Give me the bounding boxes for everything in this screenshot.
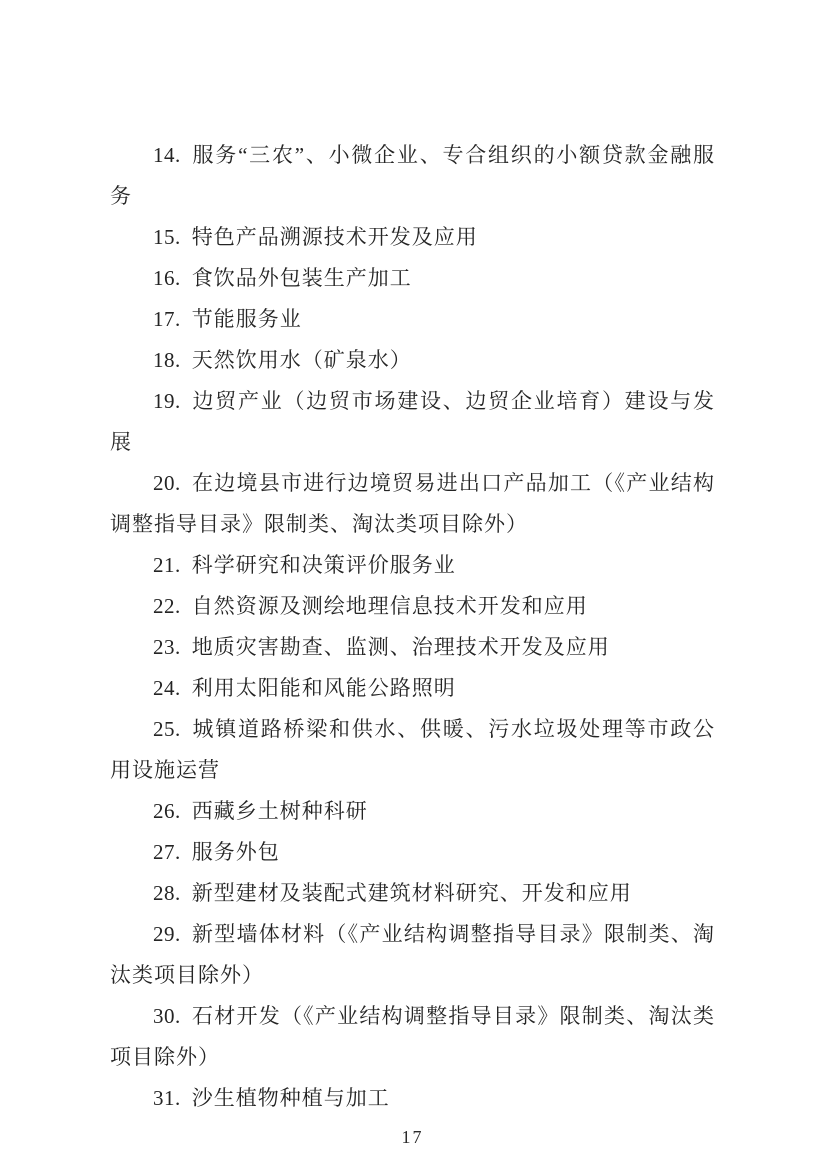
item-text: 边贸产业（边贸市场建设、边贸企业培育）建设与发展 [110,389,715,454]
item-text: 利用太阳能和风能公路照明 [191,676,456,700]
item-text: 新型墙体材料（《产业结构调整指导目录》限制类、淘汰类项目除外） [110,922,715,987]
list-item [110,791,715,832]
item-number: 19. [153,389,181,413]
item-number: 29. [153,922,181,946]
list-item [110,832,715,873]
item-text: 食饮品外包装生产加工 [191,266,412,290]
list-item [110,381,715,463]
item-number: 18. [153,348,181,372]
item-number: 15. [153,225,181,249]
item-text: 服务外包 [191,840,280,864]
item-number: 31. [153,1086,181,1110]
item-text: 自然资源及测绘地理信息技术开发和应用 [191,594,588,618]
item-text: 在边境县市进行边境贸易进出口产品加工（《产业结构调整指导目录》限制类、淘汰类项目除外） [110,471,715,536]
item-text: 节能服务业 [191,307,302,331]
list-item [110,299,715,340]
list-item [110,545,715,586]
item-text: 西藏乡土树种科研 [191,799,368,823]
item-text: 天然饮用水（矿泉水） [191,348,412,372]
list-item [110,1078,715,1119]
item-number: 20. [153,471,181,495]
item-number: 30. [153,1004,181,1028]
item-number: 17. [153,307,181,331]
numbered-list [110,135,715,1119]
item-number: 26. [153,799,181,823]
list-item [110,586,715,627]
list-item [110,463,715,545]
item-number: 16. [153,266,181,290]
item-text: 特色产品溯源技术开发及应用 [191,225,478,249]
list-item [110,709,715,791]
list-item [110,627,715,668]
item-text: 科学研究和决策评价服务业 [191,553,456,577]
list-item [110,217,715,258]
page-number: 17 [401,1127,424,1147]
item-number: 23. [153,635,181,659]
list-item [110,914,715,996]
item-number: 25. [153,717,181,741]
item-text: 服务“三农”、小微企业、专合组织的小额贷款金融服务 [110,143,715,208]
list-item [110,135,715,217]
item-text: 沙生植物种植与加工 [191,1086,390,1110]
list-item [110,996,715,1078]
item-number: 27. [153,840,181,864]
item-number: 14. [153,143,181,167]
item-number: 24. [153,676,181,700]
item-text: 城镇道路桥梁和供水、供暖、污水垃圾处理等市政公用设施运营 [110,717,715,782]
item-text: 石材开发（《产业结构调整指导目录》限制类、淘汰类项目除外） [110,1004,715,1069]
item-text: 地质灾害勘查、监测、治理技术开发及应用 [191,635,610,659]
list-item [110,258,715,299]
item-text: 新型建材及装配式建筑材料研究、开发和应用 [191,881,632,905]
item-number: 22. [153,594,181,618]
item-number: 21. [153,553,181,577]
list-item [110,340,715,381]
item-number: 28. [153,881,181,905]
list-item [110,873,715,914]
page-footer [110,1126,715,1148]
list-item [110,668,715,709]
